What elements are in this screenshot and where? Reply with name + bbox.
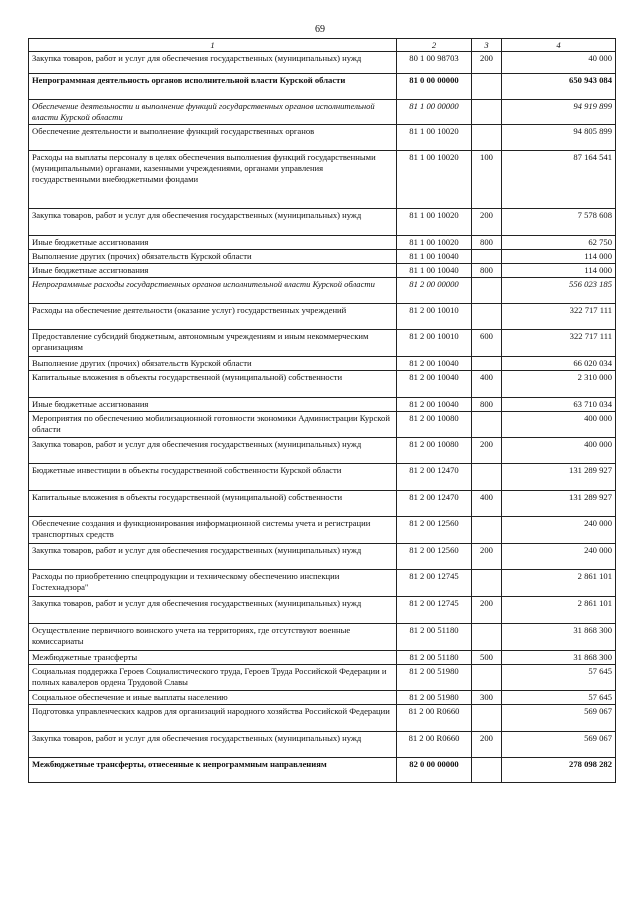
row-code-cell: 81 2 00 10010 xyxy=(397,304,472,330)
column-number-2: 2 xyxy=(397,39,472,52)
row-name-cell: Закупка товаров, работ и услуг для обеспечения государственных (муниципальных) нужд xyxy=(29,52,397,74)
row-name-cell: Социальная поддержка Героев Социалистического труда, Героев Труда Российской Федерации и полных кавалеров ордена Трудовой Славы xyxy=(29,665,397,691)
row-code-cell: 81 0 00 00000 xyxy=(397,74,472,100)
row-expense-type-cell xyxy=(472,705,502,732)
row-sum-cell: 556 023 185 xyxy=(502,278,616,304)
table-row xyxy=(29,651,616,665)
table-row xyxy=(29,624,616,651)
row-sum-cell: 57 645 xyxy=(502,665,616,691)
row-code-cell: 81 2 00 12470 xyxy=(397,464,472,491)
row-name-cell: Расходы на выплаты персоналу в целях обеспечения выполнения функций государственными (муниципальными) органами, казенными учреждениями, органами управления государственными внебюджетными фондами xyxy=(29,151,397,209)
row-sum-cell: 114 000 xyxy=(502,264,616,278)
row-code-cell: 81 2 00 10040 xyxy=(397,371,472,398)
table-row xyxy=(29,732,616,758)
row-sum-cell: 240 000 xyxy=(502,517,616,544)
row-expense-type-cell xyxy=(472,357,502,371)
row-code-cell: 81 2 00 10080 xyxy=(397,438,472,464)
budget-table xyxy=(28,38,616,783)
row-expense-type-cell xyxy=(472,758,502,783)
column-number-1: 1 xyxy=(29,39,397,52)
row-code-cell: 81 2 00 51980 xyxy=(397,665,472,691)
row-expense-type-cell: 200 xyxy=(472,209,502,236)
row-expense-type-cell: 800 xyxy=(472,264,502,278)
column-number-3: 3 xyxy=(472,39,502,52)
row-expense-type-cell xyxy=(472,624,502,651)
table-row xyxy=(29,398,616,412)
row-name-cell: Осуществление первичного воинского учета на территориях, где отсутствуют военные комиссариаты xyxy=(29,624,397,651)
row-name-cell: Капитальные вложения в объекты государственной (муниципальной) собственности xyxy=(29,371,397,398)
row-sum-cell: 322 717 111 xyxy=(502,304,616,330)
row-expense-type-cell: 400 xyxy=(472,491,502,517)
row-sum-cell: 2 861 101 xyxy=(502,597,616,624)
row-expense-type-cell xyxy=(472,517,502,544)
row-sum-cell: 569 067 xyxy=(502,705,616,732)
row-sum-cell: 62 750 xyxy=(502,236,616,250)
row-code-cell: 81 2 00 51180 xyxy=(397,651,472,665)
row-code-cell: 81 2 00 12745 xyxy=(397,597,472,624)
row-expense-type-cell: 200 xyxy=(472,52,502,74)
table-row xyxy=(29,278,616,304)
row-sum-cell: 7 578 608 xyxy=(502,209,616,236)
row-name-cell: Иные бюджетные ассигнования xyxy=(29,398,397,412)
row-name-cell: Подготовка управленческих кадров для организаций народного хозяйства Российской Федерации xyxy=(29,705,397,732)
row-name-cell: Закупка товаров, работ и услуг для обеспечения государственных (муниципальных) нужд xyxy=(29,732,397,758)
row-expense-type-cell xyxy=(472,304,502,330)
row-sum-cell: 66 020 034 xyxy=(502,357,616,371)
row-expense-type-cell xyxy=(472,250,502,264)
row-code-cell: 81 1 00 10020 xyxy=(397,125,472,151)
row-sum-cell: 240 000 xyxy=(502,544,616,570)
row-sum-cell: 31 868 300 xyxy=(502,651,616,665)
table-row xyxy=(29,438,616,464)
row-sum-cell: 131 289 927 xyxy=(502,464,616,491)
row-code-cell: 81 1 00 10020 xyxy=(397,151,472,209)
row-name-cell: Иные бюджетные ассигнования xyxy=(29,236,397,250)
row-sum-cell: 650 943 084 xyxy=(502,74,616,100)
table-row xyxy=(29,330,616,357)
row-code-cell: 81 2 00 12470 xyxy=(397,491,472,517)
table-row xyxy=(29,371,616,398)
row-sum-cell: 322 717 111 xyxy=(502,330,616,357)
row-name-cell: Межбюджетные трансферты xyxy=(29,651,397,665)
row-code-cell: 81 2 00 00000 xyxy=(397,278,472,304)
row-name-cell: Иные бюджетные ассигнования xyxy=(29,264,397,278)
row-code-cell: 82 0 00 00000 xyxy=(397,758,472,783)
table-row xyxy=(29,491,616,517)
row-code-cell: 81 2 00 R0660 xyxy=(397,732,472,758)
row-name-cell: Межбюджетные трансферты, отнесенные к непрограммным направлениям xyxy=(29,758,397,783)
budget-table-body xyxy=(29,39,616,783)
row-name-cell: Социальное обеспечение и иные выплаты населению xyxy=(29,691,397,705)
page-number: 69 xyxy=(315,24,325,35)
table-row xyxy=(29,597,616,624)
row-code-cell: 81 2 00 10080 xyxy=(397,412,472,438)
row-code-cell: 81 2 00 12560 xyxy=(397,517,472,544)
row-expense-type-cell: 100 xyxy=(472,151,502,209)
table-row xyxy=(29,691,616,705)
row-expense-type-cell: 300 xyxy=(472,691,502,705)
table-row xyxy=(29,705,616,732)
row-name-cell: Бюджетные инвестиции в объекты государственной собственности Курской области xyxy=(29,464,397,491)
row-expense-type-cell: 800 xyxy=(472,236,502,250)
row-code-cell: 81 1 00 10020 xyxy=(397,209,472,236)
row-name-cell: Закупка товаров, работ и услуг для обеспечения государственных (муниципальных) нужд xyxy=(29,597,397,624)
row-sum-cell: 94 805 899 xyxy=(502,125,616,151)
row-expense-type-cell: 800 xyxy=(472,398,502,412)
row-code-cell: 81 1 00 10040 xyxy=(397,264,472,278)
row-sum-cell: 57 645 xyxy=(502,691,616,705)
table-row xyxy=(29,236,616,250)
table-row xyxy=(29,264,616,278)
table-row xyxy=(29,665,616,691)
row-code-cell: 81 1 00 10040 xyxy=(397,250,472,264)
row-sum-cell: 94 919 899 xyxy=(502,100,616,125)
row-sum-cell: 400 000 xyxy=(502,412,616,438)
row-expense-type-cell xyxy=(472,665,502,691)
table-row xyxy=(29,304,616,330)
row-expense-type-cell: 200 xyxy=(472,544,502,570)
row-code-cell: 81 2 00 10040 xyxy=(397,398,472,412)
row-code-cell: 81 2 00 12560 xyxy=(397,544,472,570)
row-name-cell: Непрограммные расходы государственных органов исполнительной власти Курской области xyxy=(29,278,397,304)
row-sum-cell: 63 710 034 xyxy=(502,398,616,412)
row-name-cell: Закупка товаров, работ и услуг для обеспечения государственных (муниципальных) нужд xyxy=(29,544,397,570)
row-name-cell: Обеспечение деятельности и выполнение функций государственных органов xyxy=(29,125,397,151)
table-row xyxy=(29,52,616,74)
row-code-cell: 81 1 00 10020 xyxy=(397,236,472,250)
table-row xyxy=(29,758,616,783)
table-row xyxy=(29,412,616,438)
row-code-cell: 81 1 00 00000 xyxy=(397,100,472,125)
row-expense-type-cell: 600 xyxy=(472,330,502,357)
row-name-cell: Непрограммная деятельность органов исполнительной власти Курской области xyxy=(29,74,397,100)
row-expense-type-cell xyxy=(472,100,502,125)
table-row xyxy=(29,570,616,597)
row-code-cell: 81 2 00 51180 xyxy=(397,624,472,651)
row-expense-type-cell: 200 xyxy=(472,597,502,624)
row-name-cell: Обеспечение деятельности и выполнение функций государственных органов исполнительной власти Курской области xyxy=(29,100,397,125)
table-row xyxy=(29,250,616,264)
row-sum-cell: 2 861 101 xyxy=(502,570,616,597)
row-name-cell: Расходы на обеспечение деятельности (оказание услуг) государственных учреждений xyxy=(29,304,397,330)
row-expense-type-cell: 400 xyxy=(472,371,502,398)
table-row xyxy=(29,209,616,236)
row-code-cell: 81 2 00 R0660 xyxy=(397,705,472,732)
row-code-cell: 81 2 00 51980 xyxy=(397,691,472,705)
row-expense-type-cell: 200 xyxy=(472,732,502,758)
row-expense-type-cell: 500 xyxy=(472,651,502,665)
row-code-cell: 81 2 00 10040 xyxy=(397,357,472,371)
row-sum-cell: 40 000 xyxy=(502,52,616,74)
row-name-cell: Закупка товаров, работ и услуг для обеспечения государственных (муниципальных) нужд xyxy=(29,438,397,464)
row-name-cell: Выполнение других (прочих) обязательств Курской области xyxy=(29,357,397,371)
row-sum-cell: 400 000 xyxy=(502,438,616,464)
row-code-cell: 81 2 00 10010 xyxy=(397,330,472,357)
row-sum-cell: 87 164 541 xyxy=(502,151,616,209)
row-name-cell: Обеспечение создания и функционирования информационной системы учета и регистрации транспортных средств xyxy=(29,517,397,544)
table-row xyxy=(29,151,616,209)
row-expense-type-cell xyxy=(472,125,502,151)
row-sum-cell: 569 067 xyxy=(502,732,616,758)
table-row xyxy=(29,100,616,125)
table-row xyxy=(29,517,616,544)
row-name-cell: Мероприятия по обеспечению мобилизационной готовности экономики Администрации Курской области xyxy=(29,412,397,438)
row-name-cell: Предоставление субсидий бюджетным, автономным учреждениям и иным некоммерческим организациям xyxy=(29,330,397,357)
row-expense-type-cell: 200 xyxy=(472,438,502,464)
table-row xyxy=(29,464,616,491)
row-sum-cell: 278 098 282 xyxy=(502,758,616,783)
row-sum-cell: 114 000 xyxy=(502,250,616,264)
row-expense-type-cell xyxy=(472,278,502,304)
row-name-cell: Расходы по приобретению спецпродукции и техническому обеспечению инспекции Гостехнадзора" xyxy=(29,570,397,597)
row-code-cell: 80 1 00 98703 xyxy=(397,52,472,74)
column-number-4: 4 xyxy=(502,39,616,52)
row-sum-cell: 31 868 300 xyxy=(502,624,616,651)
row-name-cell: Капитальные вложения в объекты государственной (муниципальной) собственности xyxy=(29,491,397,517)
row-code-cell: 81 2 00 12745 xyxy=(397,570,472,597)
row-name-cell: Закупка товаров, работ и услуг для обеспечения государственных (муниципальных) нужд xyxy=(29,209,397,236)
row-sum-cell: 2 310 000 xyxy=(502,371,616,398)
row-expense-type-cell xyxy=(472,464,502,491)
table-row xyxy=(29,544,616,570)
column-number-header xyxy=(29,39,616,52)
table-row xyxy=(29,357,616,371)
table-row xyxy=(29,125,616,151)
row-expense-type-cell xyxy=(472,74,502,100)
row-expense-type-cell xyxy=(472,570,502,597)
row-expense-type-cell xyxy=(472,412,502,438)
row-name-cell: Выполнение других (прочих) обязательств Курской области xyxy=(29,250,397,264)
row-sum-cell: 131 289 927 xyxy=(502,491,616,517)
table-row xyxy=(29,74,616,100)
